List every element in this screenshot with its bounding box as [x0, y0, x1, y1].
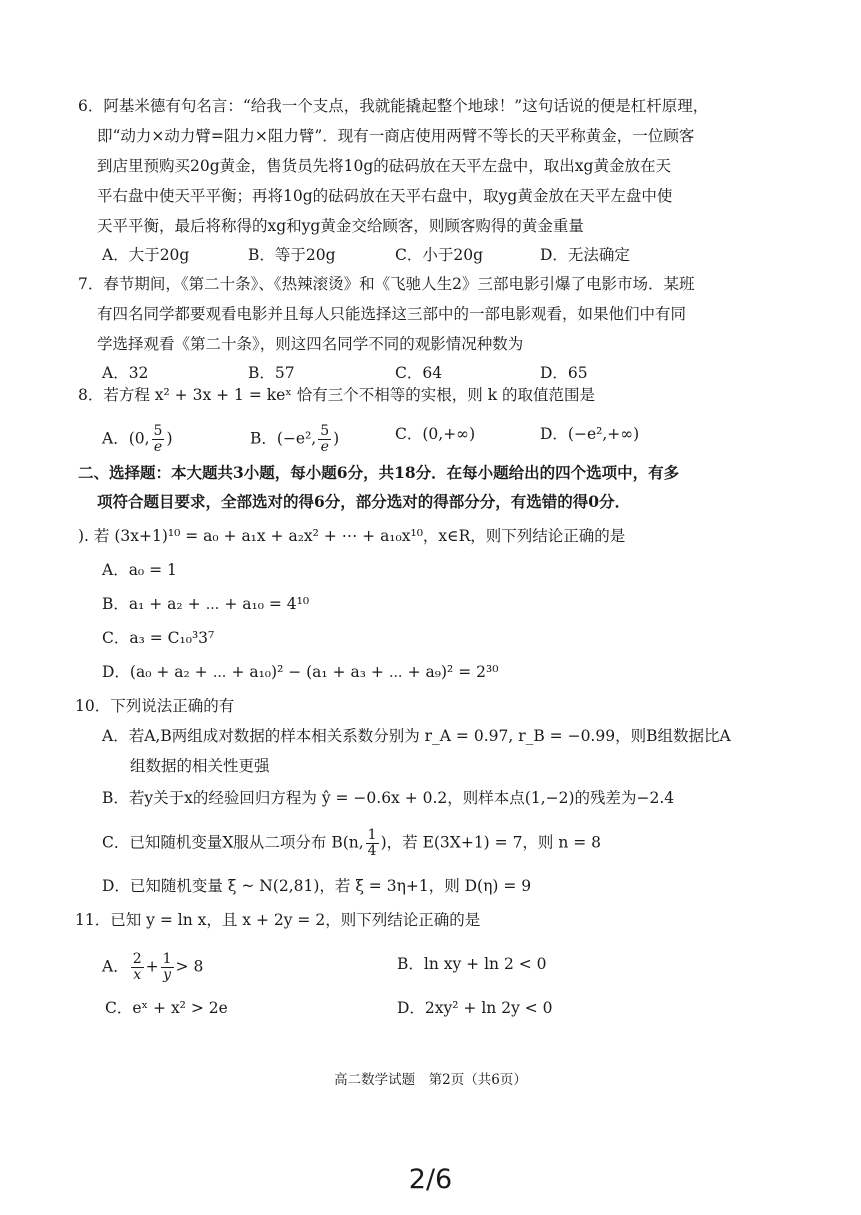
q10-c-numerator: 1: [367, 827, 377, 843]
q11-a-denominator-2: y: [163, 967, 172, 983]
q9-option-c: C．a₃ = C₁₀³3⁷: [102, 629, 215, 647]
q7-option-d: D．65: [540, 364, 588, 382]
q7-option-a: A．32: [102, 364, 149, 382]
section2-heading-line-1: 二、选择题：本大题共3小题，每小题6分，共18分．在每小题给出的四个选项中，有多: [78, 463, 680, 482]
q10-stem: 10．下列说法正确的有: [75, 697, 235, 715]
q6-option-c: C．小于20g: [395, 246, 484, 264]
q6-line-3: 到店里预购买20g黄金，售货员先将10g的砝码放在天平左盘中，取出xg黄金放在天: [97, 157, 671, 175]
q11-a-label: A．: [102, 957, 129, 976]
q11-option-d: D．2xy² + ln 2y < 0: [397, 999, 553, 1017]
q11-a-denominator-1: x: [133, 967, 142, 983]
q8-b-numerator: 5: [320, 423, 330, 439]
q8-a-fraction: [152, 424, 165, 455]
q11-stem: 11．已知 y = ln x，且 x + 2y = 2，则下列结论正确的是: [75, 911, 481, 929]
q8-option-d: D．(−e²,+∞): [540, 425, 640, 443]
q8-b-fraction: [318, 424, 331, 455]
q11-a-suffix: > 8: [175, 957, 204, 976]
q7-option-c: C．64: [395, 364, 443, 382]
q8-b-suffix: ): [333, 429, 340, 448]
q7-option-b: B．57: [248, 364, 295, 382]
q10-option-a-line-2: 组数据的相关性更强: [130, 757, 270, 775]
q6-option-b: B．等于20g: [248, 246, 336, 264]
q10-c-denominator: 4: [367, 843, 377, 859]
q11-option-b: B．ln xy + ln 2 < 0: [397, 955, 547, 973]
q8-a-denominator: e: [153, 439, 163, 455]
q10-option-c: [102, 828, 601, 859]
q11-a-numerator-1: 2: [132, 951, 142, 967]
q6-option-a: A．大于20g: [102, 246, 190, 264]
q10-option-a-line-1: A．若A,B两组成对数据的样本相关系数分别为 r_A = 0.97, r_B = −0.99，则B组数据比A: [102, 727, 731, 745]
q7-line-2: 有四名同学都要观看电影并且每人只能选择这三部中的一部电影观看，如果他们中有同: [97, 305, 687, 323]
q11-option-c: C．eˣ + x² > 2e: [105, 999, 228, 1017]
q9-stem: ). 若 (3x+1)¹⁰ = a₀ + a₁x + a₂x² + ⋯ + a₁₀x¹⁰，x∈R，则下列结论正确的是: [78, 527, 626, 545]
q11-a-numerator-2: 1: [162, 951, 172, 967]
q6-option-d: D．无法确定: [540, 246, 630, 264]
q7-line-1: 7．春节期间，《第二十条》、《热辣滚烫》和《飞驰人生2》三部电影引爆了电影市场．某班: [78, 275, 695, 293]
section2-heading-line-2: 项符合题目要求，全部选对的得6分，部分选对的得部分分，有选错的得0分．: [97, 492, 631, 511]
q6-line-1: 6．阿基米德有句名言：“给我一个支点，我就能撬起整个地球！”这句话说的便是杠杆原理，: [78, 97, 709, 115]
q8-a-suffix: ): [166, 429, 173, 448]
q9-option-a: A．a₀ = 1: [102, 561, 177, 579]
q8-stem: 8．若方程 x² + 3x + 1 = keˣ 恰有三个不相等的实根，则 k 的取值范围是: [78, 386, 596, 404]
q11-a-plus: +: [145, 957, 159, 976]
q10-c-fraction: [366, 828, 379, 859]
q8-option-c: C．(0,+∞): [395, 425, 476, 443]
q6-line-4: 平右盘中使天平平衡；再将10g的砝码放在天平右盘中，取yg黄金放在天平左盘中使: [97, 187, 673, 205]
q6-line-2: 即“动力×动力臂=阻力×阻力臂”．现有一商店使用两臂不等长的天平称黄金，一位顾客: [97, 127, 695, 145]
q10-option-b: B．若y关于x的经验回归方程为 ŷ = −0.6x + 0.2，则样本点(1,−2)的残差为−2.4: [102, 789, 675, 807]
page-indicator: 2/6: [408, 1164, 453, 1195]
q8-option-a: [102, 424, 173, 455]
q10-option-d: D．已知随机变量 ξ ~ N(2,81)，若 ξ = 3η+1，则 D(η) = 9: [102, 877, 532, 895]
q8-b-prefix: B．(−e²,: [250, 429, 317, 448]
q11-a-fraction-1: [131, 952, 144, 983]
q10-c-suffix: )，若 E(3X+1) = 7，则 n = 8: [380, 833, 602, 852]
q8-a-prefix: A．(0,: [102, 429, 150, 448]
q6-line-5: 天平平衡，最后将称得的xg和yg黄金交给顾客，则顾客购得的黄金重量: [97, 217, 584, 235]
q11-a-fraction-2: [161, 952, 174, 983]
page-footer: 高二数学试题 第2页（共6页）: [334, 1072, 527, 1088]
q10-c-prefix: C．已知随机变量X服从二项分布 B(n,: [102, 833, 364, 852]
q8-option-b: [250, 424, 339, 455]
q9-option-d: D．(a₀ + a₂ + ⋯ + a₁₀)² − (a₁ + a₃ + ⋯ + a₉)² = 2³⁰: [102, 663, 499, 681]
q11-option-a: [102, 952, 203, 983]
q7-line-3: 学选择观看《第二十条》，则这四名同学不同的观影情况种数为: [97, 335, 524, 353]
q8-a-numerator: 5: [153, 423, 163, 439]
q8-b-denominator: e: [320, 439, 329, 455]
q9-option-b: B．a₁ + a₂ + ⋯ + a₁₀ = 4¹⁰: [102, 595, 310, 613]
